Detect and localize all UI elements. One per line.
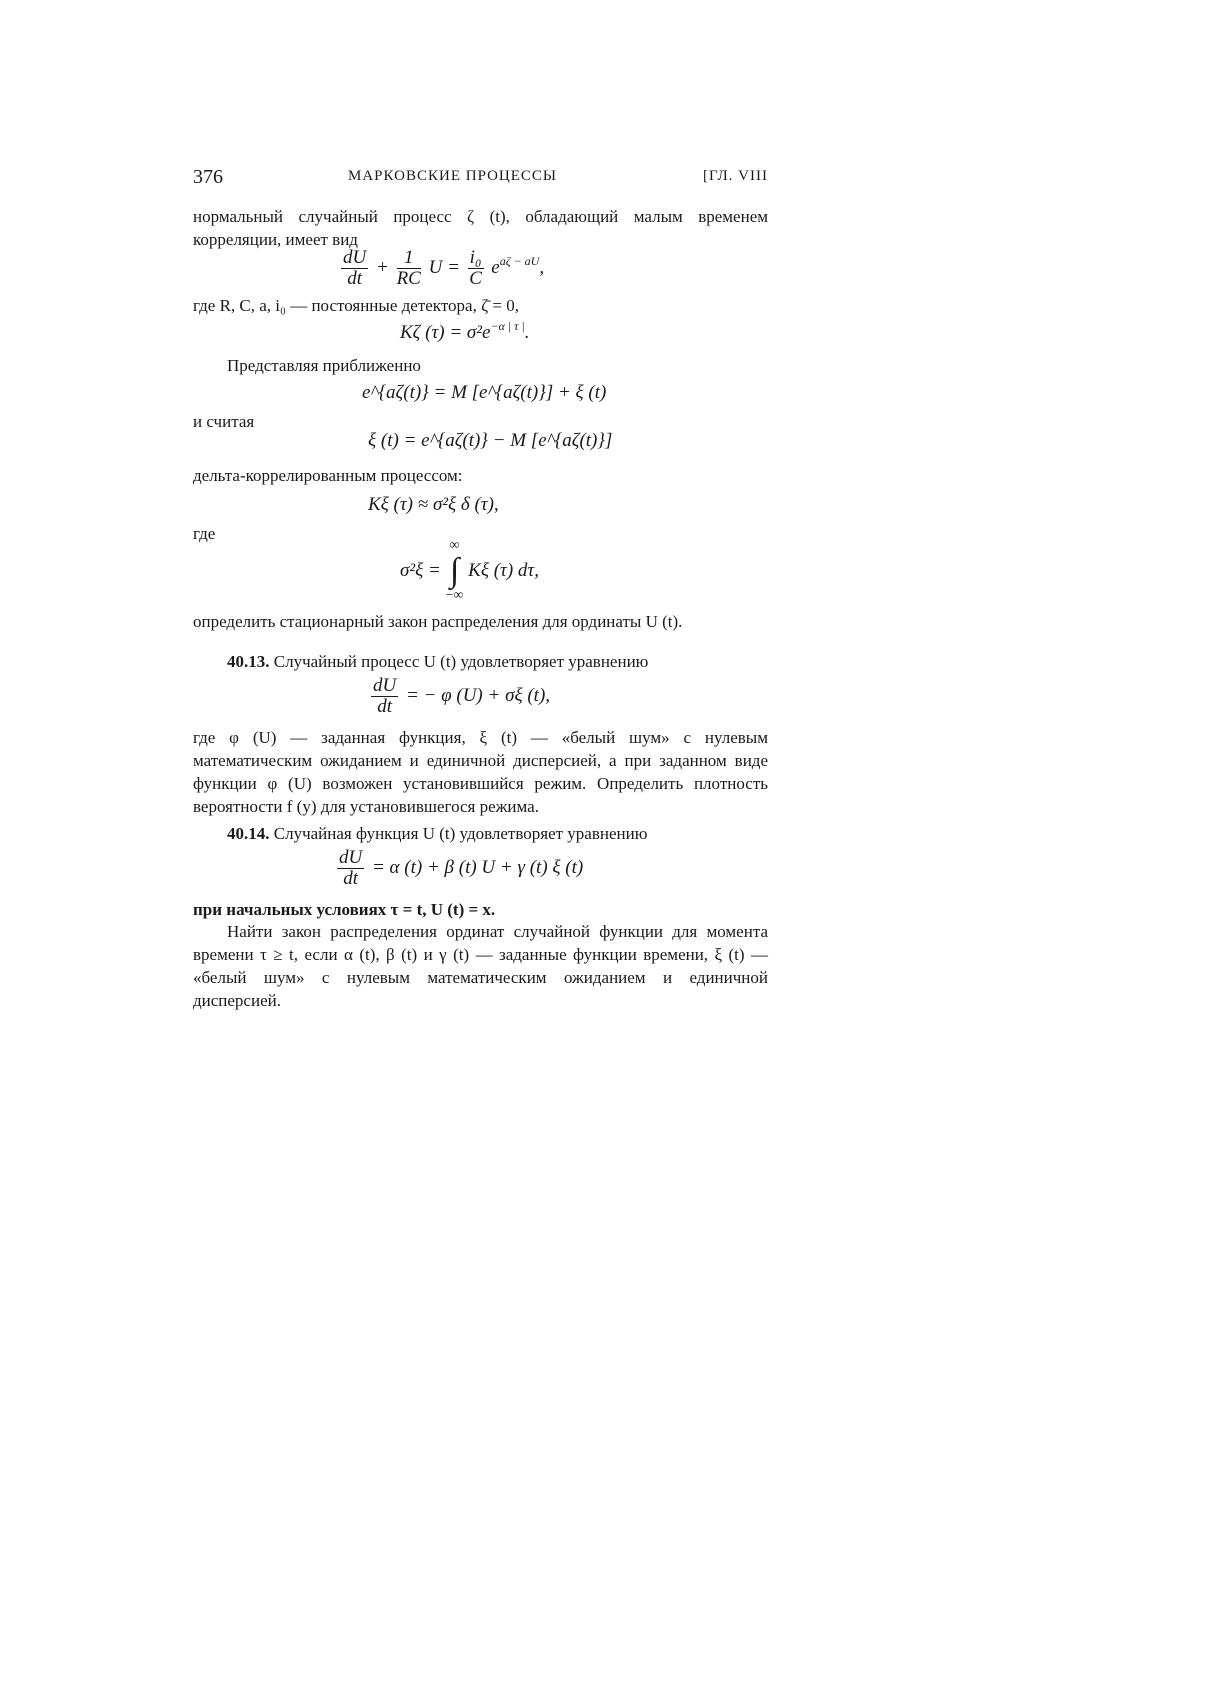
paragraph-intro: нормальный случайный процесс ζ (t), обладающий малым временем корреляции, имеет вид	[193, 207, 768, 249]
equation-xi: ξ (t) = e^{aζ(t)} − M [e^{aζ(t)}]	[368, 430, 613, 451]
problem-number: 40.14.	[227, 824, 270, 843]
running-title: МАРКОВСКИЕ ПРОЦЕССЫ	[348, 168, 558, 184]
problem-40-13: 40.13. Случайный процесс U (t) удовлетворяет уравнению	[227, 652, 649, 671]
fraction-1-rc: $\frac{1}{RC}$	[396, 247, 421, 289]
paragraph-considering: и считая	[193, 412, 255, 431]
equation-integral: σ²ξ = ∞ ∫ −∞ Kξ (τ) dτ,	[400, 538, 539, 603]
problem-40-14: 40.14. Случайная функция U (t) удовлетворяет уравнению	[227, 824, 648, 843]
problem-number: 40.13.	[227, 652, 270, 671]
paragraph-40-13-body: где φ (U) — заданная функция, ξ (t) — «белый шум» с нулевым математическим ожиданием и единичной дисперсией, а при заданном виде функции φ (U) возможен установившийся режим. Определить плотность вероятности f (y) для установившегося режима.	[193, 728, 768, 816]
equation-40-13: $\frac{dU}{dt}$ = − φ (U) + σξ (t),	[373, 675, 551, 717]
paragraph-find: Найти закон распределения ординат случайной функции для момента времени τ ≥ t, если α (t), β (t) и γ (t) — заданные функции времени, ξ (t) — «белый шум» с нулевым математическим ожиданием и единичной дисперсией.	[193, 922, 768, 1010]
paragraph-delta: дельта-коррелированным процессом:	[193, 466, 463, 485]
fraction-du-dt: $\frac{dU}{dt}$	[343, 247, 367, 289]
chapter-label: [ГЛ. VIII	[702, 168, 768, 184]
paragraph-approx: Представляя приближенно	[227, 356, 421, 375]
integral-sign: ∞ ∫ −∞	[445, 538, 464, 603]
paragraph-constants: где R, C, a, i₀ — постоянные детектора, ζ̄ = 0,	[193, 296, 519, 315]
paragraph-where: где	[193, 524, 216, 543]
fraction-i0-c: $\frac{\text{i₀}}{C}$	[469, 247, 482, 289]
running-header	[193, 166, 768, 190]
fraction-du-dt: $\frac{dU}{dt}$	[339, 847, 363, 889]
equation-40-14: $\frac{dU}{dt}$ = α (t) + β (t) U + γ (t) ξ (t)	[339, 847, 584, 889]
paragraph-determine: определить стационарный закон распределения для ординаты U (t).	[193, 612, 683, 631]
equation-correlation: Kζ $(\tau) = \sigma^2e^{-\alpha | \tau |}$.	[400, 319, 530, 343]
paragraph-initial: при начальных условиях τ = t, U (t) = x.	[193, 900, 496, 919]
equation-detector: $\frac{dU}{dt}$ + $\frac{1}{RC}$ U = $\frac{\text{i₀}}{C}$ $e^{a\zeta - aU}$,	[343, 247, 545, 289]
page-number: 376	[193, 166, 223, 188]
equation-delta: Kξ (τ) ≈ σ²ξ δ (τ),	[368, 494, 499, 515]
fraction-du-dt: $\frac{dU}{dt}$	[373, 675, 397, 717]
equation-approx: e^{aζ(t)} = M [e^{aζ(t)}] + ξ (t)	[362, 382, 607, 403]
